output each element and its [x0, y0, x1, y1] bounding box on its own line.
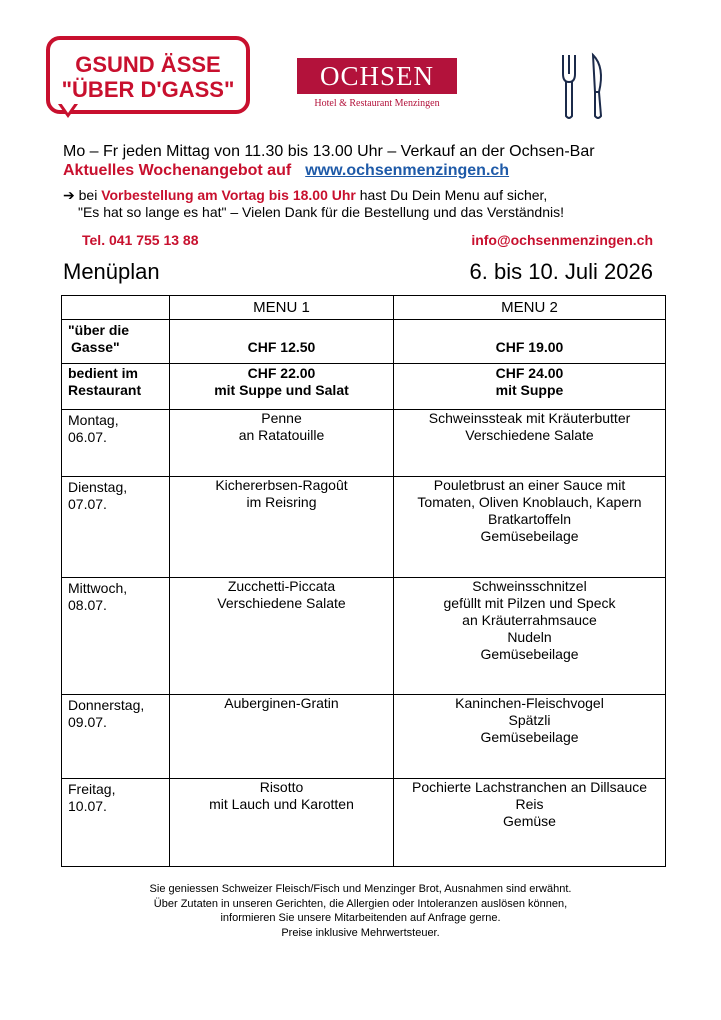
- menu1-cell: Kichererbsen-Ragoût im Reisring: [170, 477, 394, 578]
- price-menu1: CHF 22.00 mit Suppe und Salat: [170, 364, 394, 410]
- menu2-cell: Schweinssteak mit Kräuterbutter Verschiedene Salate: [394, 410, 666, 477]
- phone-number: Tel. 041 755 13 88: [82, 232, 199, 248]
- date-range: 6. bis 10. Juli 2026: [469, 259, 653, 284]
- price-menu1: CHF 12.50: [170, 320, 394, 364]
- logo-subtitle: Hotel & Restaurant Menzingen: [314, 98, 440, 109]
- table-row: [62, 410, 666, 477]
- footer-note: Sie geniessen Schweizer Fleisch/Fisch und Menzinger Brot, Ausnahmen sind erwähnt. Über Zutaten in unseren Gerichten, die Allergien oder Intoleranzen auslösen können, informieren Sie unsere Mitarbeitenden auf Anfrage gerne. Preise inklusive Mehrwertsteuer.: [149, 883, 572, 939]
- price-row-takeaway: "über die Gasse" CHF 12.50 CHF 19.00: [62, 320, 666, 364]
- thanks-line: "Es hat so lange es hat" – Vielen Dank für die Bestellung und das Verständnis!: [78, 204, 564, 220]
- preorder-line: ➔ bei Vorbestellung am Vortag bis 18.00 Uhr hast Du Dein Menu auf sicher,: [63, 187, 548, 203]
- day-cell: Mittwoch, 08.07.: [62, 578, 170, 695]
- menu1-cell: Risotto mit Lauch und Karotten: [170, 779, 394, 867]
- opening-hours: Mo – Fr jeden Mittag von 11.30 bis 13.00 Uhr – Verkauf an der Ochsen-Bar: [63, 143, 595, 160]
- menu2-cell: Pouletbrust an einer Sauce mit Tomaten, Oliven Knoblauch, Kapern Bratkartoffeln Gemüsebeilage: [394, 477, 666, 578]
- menu2-cell: Schweinsschnitzel gefüllt mit Pilzen und Speck an Kräuterrahmsauce Nudeln Gemüsebeilage: [394, 578, 666, 695]
- day-cell: Freitag, 10.07.: [62, 779, 170, 867]
- menu1-cell: Penne an Ratatouille: [170, 410, 394, 477]
- logo-wordmark: OCHSEN: [319, 61, 434, 91]
- price-row-restaurant: bedient im Restaurant CHF 22.00 mit Suppe und Salat CHF 24.00 mit Suppe: [62, 364, 666, 410]
- menu2-header: MENU 2: [394, 296, 666, 320]
- weekly-offer-line: [63, 162, 509, 180]
- day-cell: Dienstag, 07.07.: [62, 477, 170, 578]
- weekly-offer-label: Aktuelles Wochenangebot auf: [63, 162, 292, 179]
- table-row: [62, 578, 666, 695]
- arrow-right-icon: ➔: [63, 187, 75, 203]
- website-link[interactable]: www.ochsenmenzingen.ch: [305, 162, 510, 179]
- price-menu2: CHF 24.00 mit Suppe: [394, 364, 666, 410]
- fork-knife-icon: [555, 52, 610, 122]
- day-cell: Donnerstag, 09.07.: [62, 695, 170, 779]
- table-row: [62, 477, 666, 578]
- table-row: [62, 779, 666, 867]
- preorder-highlight: Vorbestellung am Vortag bis 18.00 Uhr: [101, 187, 356, 203]
- table-row: [62, 695, 666, 779]
- badge-text: [46, 52, 250, 102]
- price-menu2: CHF 19.00: [394, 320, 666, 364]
- menu1-cell: Zucchetti-Piccata Verschiedene Salate: [170, 578, 394, 695]
- page-title: Menüplan: [63, 259, 160, 284]
- table-header-row: [62, 296, 666, 320]
- menu2-cell: Pochierte Lachstranchen an Dillsauce Reis Gemüse: [394, 779, 666, 867]
- badge-line-1: GSUND ÄSSE: [75, 52, 221, 77]
- email-address[interactable]: info@ochsenmenzingen.ch: [471, 232, 653, 248]
- menu-table: [61, 295, 666, 867]
- day-cell: Montag, 06.07.: [62, 410, 170, 477]
- badge-line-2: "ÜBER D'GASS": [61, 77, 235, 102]
- menu2-cell: Kaninchen-Fleischvogel Spätzli Gemüsebeilage: [394, 695, 666, 779]
- menu1-cell: Auberginen-Gratin: [170, 695, 394, 779]
- menu1-header: MENU 1: [170, 296, 394, 320]
